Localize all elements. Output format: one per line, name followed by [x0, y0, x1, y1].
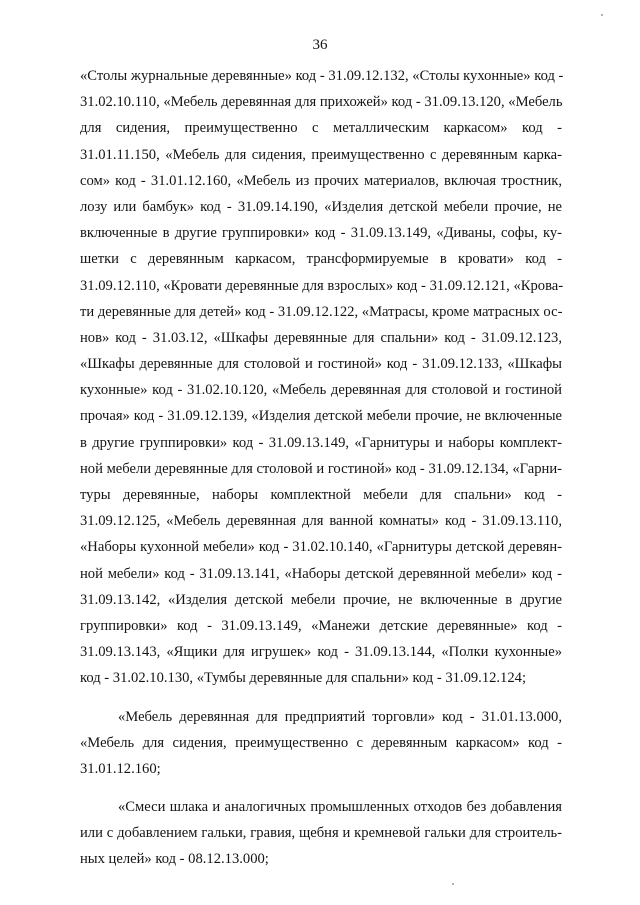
text-line: «Шкафы деревянные для столовой и гостиной» код - 31.09.12.133, «Шкафы: [80, 356, 562, 373]
scan-speck: [601, 14, 603, 16]
text-line: 31.09.13.143, «Ящики для игрушек» код - 31.09.13.144, «Полки кухонные»: [80, 644, 562, 661]
text-line: лозу или бамбук» код - 31.09.14.190, «Изделия детской мебели прочие, не: [80, 198, 562, 215]
text-line: 31.09.12.110, «Кровати деревянные для взрослых» код - 31.09.12.121, «Крова-: [80, 277, 564, 294]
paragraph: [80, 704, 562, 783]
scan-speck: [452, 883, 454, 885]
paragraph-gap: [80, 782, 562, 794]
paragraph: [80, 63, 562, 692]
paragraph: [80, 794, 562, 873]
text-line: «Мебель для сидения, преимущественно с деревянным каркасом» код -: [80, 734, 562, 751]
text-line: кухонные» код - 31.02.10.120, «Мебель деревянная для столовой и гостиной: [80, 382, 562, 399]
page-number: 36: [312, 37, 328, 53]
text-line: 31.09.13.142, «Изделия детской мебели прочие, не включенные в другие: [80, 591, 562, 608]
text-line: код - 31.02.10.130, «Тумбы деревянные для спальни» код - 31.09.12.124;: [80, 670, 527, 687]
text-line: 31.01.12.160;: [80, 760, 161, 777]
paragraph-gap: [80, 692, 562, 704]
text-line: нов» код - 31.03.12, «Шкафы деревянные для спальни» код - 31.09.12.123,: [80, 329, 562, 346]
text-line: ти деревянные для детей» код - 31.09.12.122, «Матрасы, кроме матрасных ос-: [80, 303, 563, 320]
text-line: 31.09.12.125, «Мебель деревянная для ванной комнаты» код - 31.09.13.110,: [80, 513, 562, 530]
text-line: для сидения, преимущественно с металлическим каркасом» код -: [80, 120, 562, 137]
text-line: «Смеси шлака и аналогичных промышленных отходов без добавления: [118, 799, 562, 816]
text-line: сом» код - 31.01.12.160, «Мебель из прочих материалов, включая тростник,: [80, 172, 562, 189]
text-line: 31.02.10.110, «Мебель деревянная для прихожей» код - 31.09.13.120, «Мебель: [80, 94, 563, 111]
text-line: ной мебели» код - 31.09.13.141, «Наборы детской деревянной мебели» код -: [80, 565, 562, 582]
text-line: «Наборы кухонной мебели» код - 31.02.10.140, «Гарнитуры детской деревян-: [80, 539, 562, 556]
text-line: ных целей» код - 08.12.13.000;: [80, 851, 269, 868]
text-line: прочая» код - 31.09.12.139, «Изделия детской мебели прочие, не включенные: [80, 408, 562, 425]
text-line: «Мебель деревянная для предприятий торговли» код - 31.01.13.000,: [118, 708, 562, 725]
text-line: или с добавлением гальки, гравия, щебня и кремневой гальки для строитель-: [80, 825, 562, 842]
text-line: в другие группировки» код - 31.09.13.149, «Гарнитуры и наборы комплект-: [80, 434, 562, 451]
text-line: ной мебели деревянные для столовой и гостиной» код - 31.09.12.134, «Гарни-: [80, 460, 562, 477]
document-body: [80, 63, 562, 873]
text-line: включенные в другие группировки» код - 31.09.13.149, «Диваны, софы, ку-: [80, 225, 562, 242]
text-line: «Столы журнальные деревянные» код - 31.09.12.132, «Столы кухонные» код -: [80, 68, 564, 84]
text-line: шетки с деревянным каркасом, трансформируемые в кровати» код -: [80, 251, 562, 268]
text-line: туры деревянные, наборы комплектной мебели для спальни» код -: [80, 487, 562, 503]
text-line: 31.01.11.150, «Мебель для сидения, преимущественно с деревянным карка-: [80, 146, 562, 163]
text-line: группировки» код - 31.09.13.149, «Манежи детские деревянные» код -: [80, 617, 562, 634]
